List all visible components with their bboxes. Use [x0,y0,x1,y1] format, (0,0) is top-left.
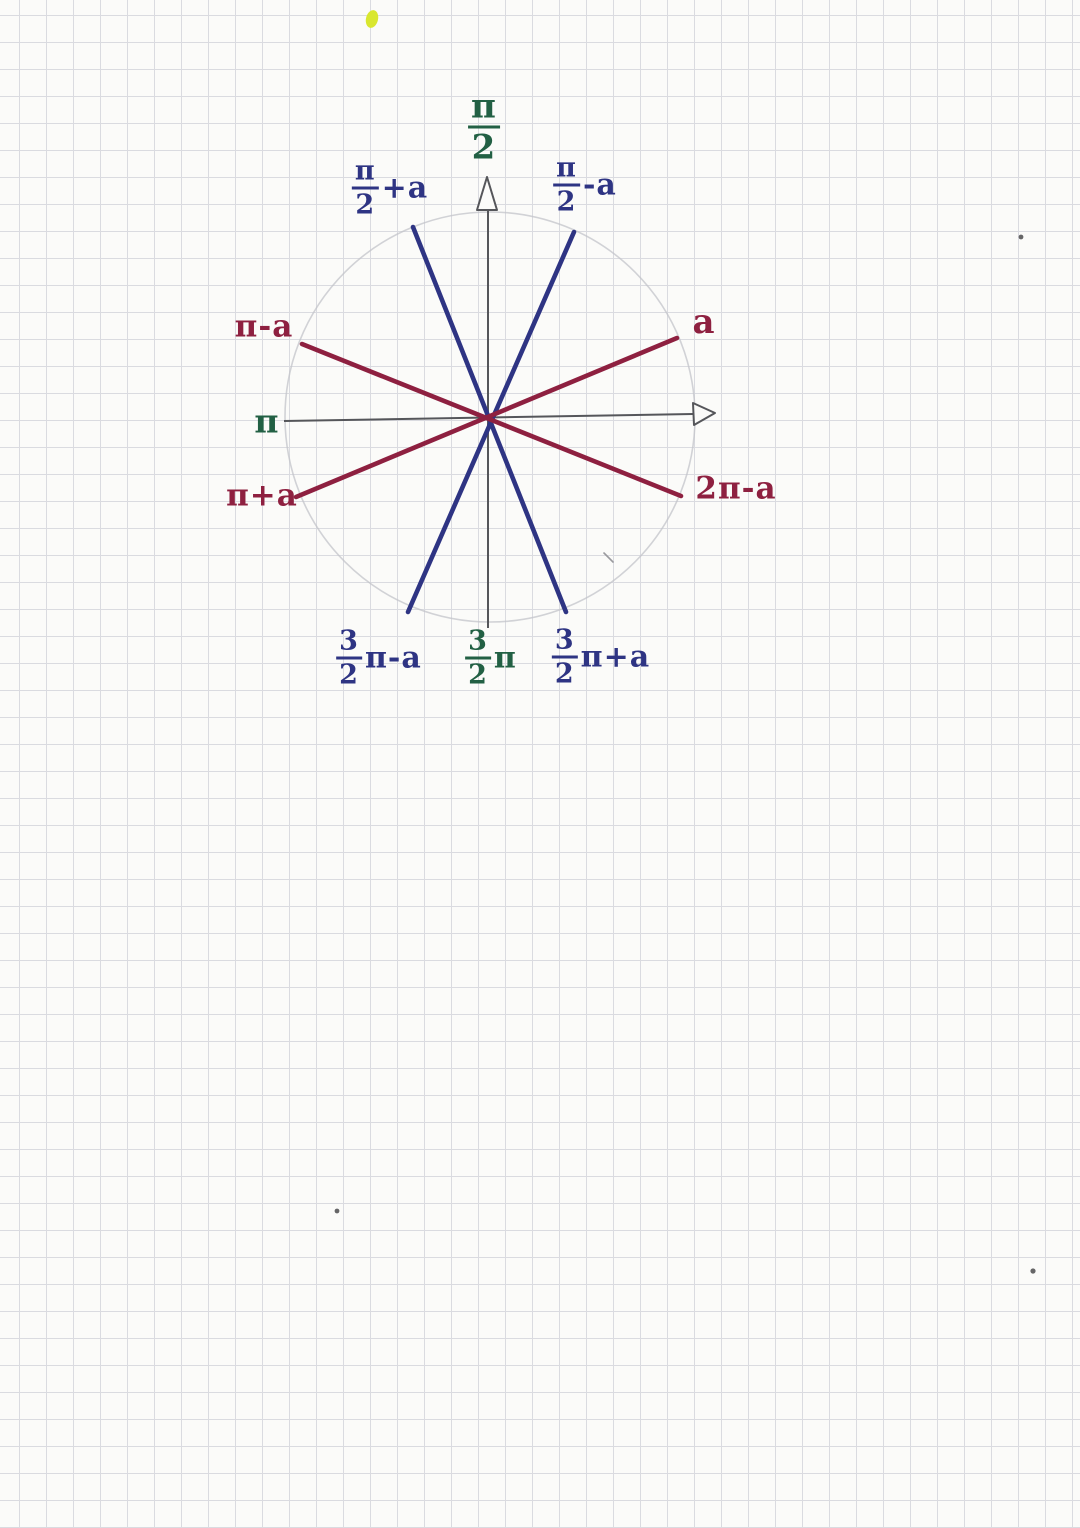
label-suffix: -a [582,167,617,202]
fraction [553,152,580,218]
right-arrow-icon [693,403,715,425]
fraction-denominator: 2 [471,127,497,168]
label-pi-plus-a [226,477,298,514]
fraction [352,155,379,221]
fraction-denominator: 2 [554,658,575,690]
pencil-speck [335,1209,340,1214]
pencil-speck [1019,235,1024,240]
label-suffix: π+a [580,639,651,674]
label-pi [254,401,280,441]
label-text: 2π-a [695,470,777,507]
fraction-numerator: π [468,90,500,129]
label-a [692,302,716,342]
fraction-denominator: 2 [339,659,359,691]
label-pi-half-plus-a [352,155,429,221]
fraction-numerator: π [352,158,379,190]
pencil-speck [1030,1268,1035,1273]
highlighter-speck [364,9,380,29]
label-three-half-pi-minus-a [336,625,422,691]
label-suffix: +a [381,170,429,205]
label-suffix: π [493,640,517,675]
label-text: π+a [226,477,298,514]
fraction-denominator: 2 [556,186,577,218]
fraction [552,624,578,690]
pencil-tick [604,553,613,562]
label-three-half-pi [465,625,517,691]
label-text: π [254,401,280,441]
fraction-denominator: 2 [355,189,376,221]
fraction-denominator: 2 [468,659,488,691]
fraction [336,625,362,691]
up-arrow-icon [477,177,497,210]
label-suffix: π-a [364,640,422,675]
fraction [465,625,491,691]
fraction-numerator: π [553,155,580,187]
label-text: π-a [234,308,294,345]
label-three-half-pi-plus-a [552,624,651,690]
fraction-numerator: 3 [465,628,491,660]
label-pi-minus-a [234,308,294,345]
label-pi-half [468,86,500,168]
label-text: a [692,302,716,342]
label-pi-half-minus-a [553,152,617,218]
fraction-numerator: 3 [336,628,362,660]
fraction [468,86,500,168]
fraction-numerator: 3 [552,627,578,659]
label-two-pi-minus-a [695,470,777,507]
